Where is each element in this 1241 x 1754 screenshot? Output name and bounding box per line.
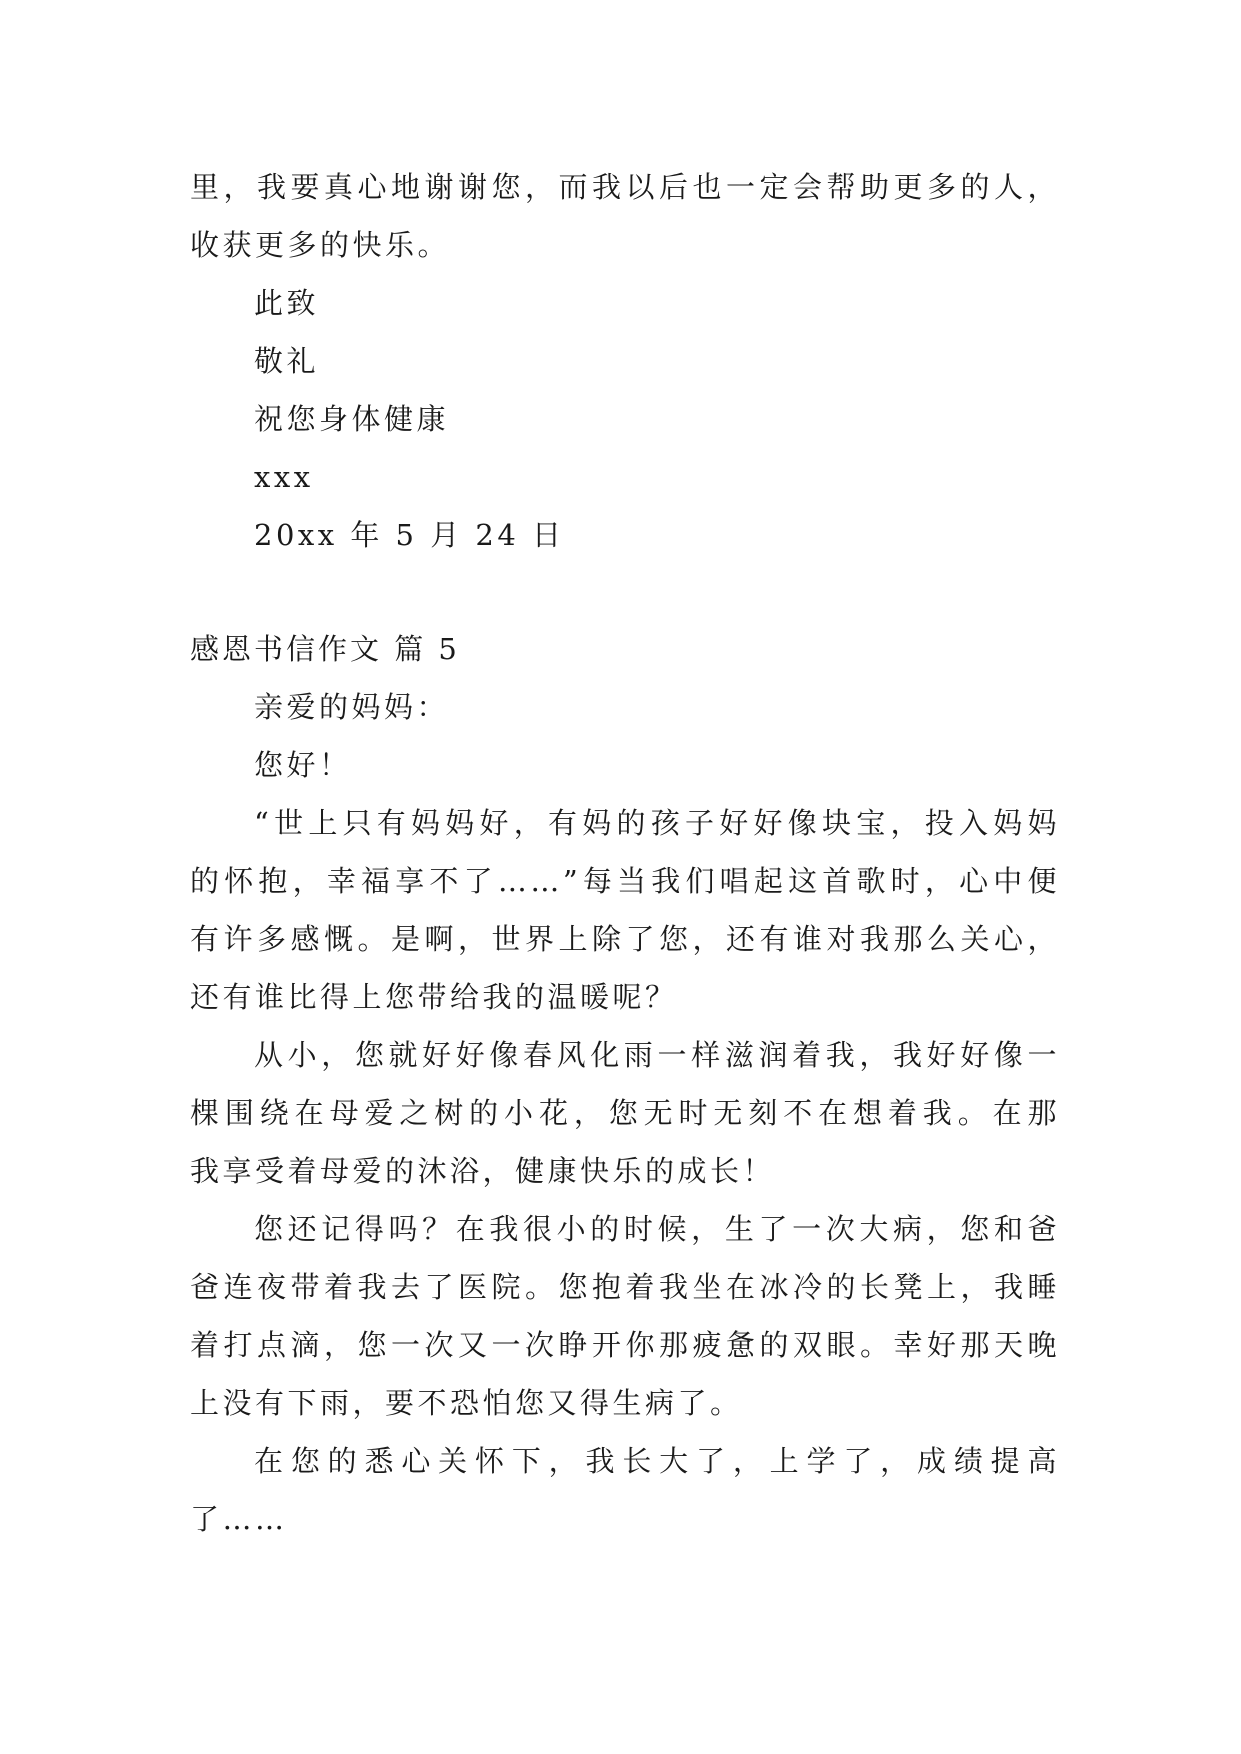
paragraph-line: 里，我要真心地谢谢您，而我以后也一定会帮助更多的人， (190, 170, 1060, 204)
paragraph-line: 的怀抱，幸福享不了……”每当我们唱起这首歌时，心中便 (190, 864, 1060, 898)
paragraph-line: 有许多感慨。是啊，世界上除了您，还有谁对我那么关心， (190, 922, 1060, 956)
paragraph-line: 棵围绕在母爱之树的小花，您无时无刻不在想着我。在那 (190, 1096, 1060, 1130)
paragraph-line: 着打点滴，您一次又一次睁开你那疲惫的双眼。幸好那天晚 (190, 1328, 1060, 1362)
paragraph-line: 上没有下雨，要不恐怕您又得生病了。 (190, 1386, 743, 1420)
salutation: 亲爱的妈妈： (254, 690, 450, 724)
paragraph-line: 从小，您就好好像春风化雨一样滋润着我，我好好像一 (254, 1038, 1060, 1072)
paragraph-line: 爸连夜带着我去了医院。您抱着我坐在冰冷的长凳上，我睡 (190, 1270, 1060, 1304)
closing-line: 敬礼 (254, 344, 320, 378)
paragraph-line: 我享受着母爱的沐浴，健康快乐的成长！ (190, 1154, 776, 1188)
paragraph-line: “世上只有妈妈好，有妈的孩子好好像块宝，投入妈妈 (254, 806, 1060, 840)
section-title: 感恩书信作文 篇 5 (190, 632, 460, 666)
paragraph-line: 在您的悉心关怀下，我长大了，上学了，成绩提高 (254, 1444, 1060, 1478)
signature: xxx (254, 460, 314, 494)
greeting: 您好！ (254, 748, 352, 782)
date-line: 20xx 年 5 月 24 日 (254, 518, 565, 552)
document-page (190, 158, 1060, 1548)
paragraph-line: 了…… (190, 1502, 288, 1536)
closing-line: 此致 (254, 286, 320, 320)
wish-line: 祝您身体健康 (254, 402, 450, 436)
paragraph-line: 还有谁比得上您带给我的温暖呢？ (190, 980, 678, 1014)
paragraph-line: 您还记得吗？在我很小的时候，生了一次大病，您和爸 (254, 1212, 1060, 1246)
paragraph-line: 收获更多的快乐。 (190, 228, 451, 262)
section-gap (190, 564, 1060, 620)
